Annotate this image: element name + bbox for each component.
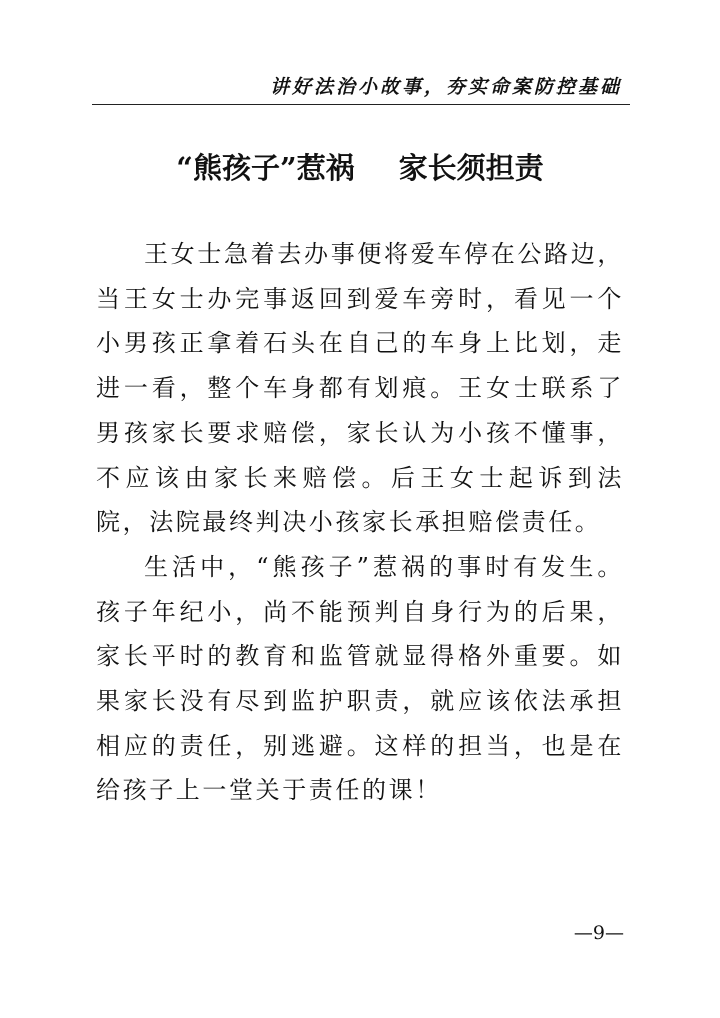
article-title-right: 家长须担责 xyxy=(398,151,544,185)
header-divider xyxy=(92,104,630,105)
page-number: —9— xyxy=(573,922,624,944)
running-header: 讲好法治小故事，夯实命案防控基础 xyxy=(269,76,622,98)
paragraph-story: 王女士急着去办事便将爱车停在公路边，当王女士办完事返回到爱车旁时，看见一个小男孩正拿着石头在自己的车身上比划，走进一看，整个车身都有划痕。王女士联系了男孩家长要求赔偿，家长认为小孩不懂事，不应该由家长来赔偿。后王女士起诉到法院，法院最终判决小孩家长承担赔偿责任。 xyxy=(96,240,624,537)
article-title-left: “熊孩子”惹祸 xyxy=(176,151,355,185)
article-title xyxy=(0,146,720,187)
paragraph-commentary: 生活中，“熊孩子”惹祸的事时有发生。孩子年纪小，尚不能预判自身行为的后果，家长平时的教育和监管就显得格外重要。如果家长没有尽到监护职责，就应该依法承担相应的责任，别逃避。这样的担当，也是在给孩子上一堂关于责任的课！ xyxy=(96,552,624,805)
article-body xyxy=(96,232,624,813)
